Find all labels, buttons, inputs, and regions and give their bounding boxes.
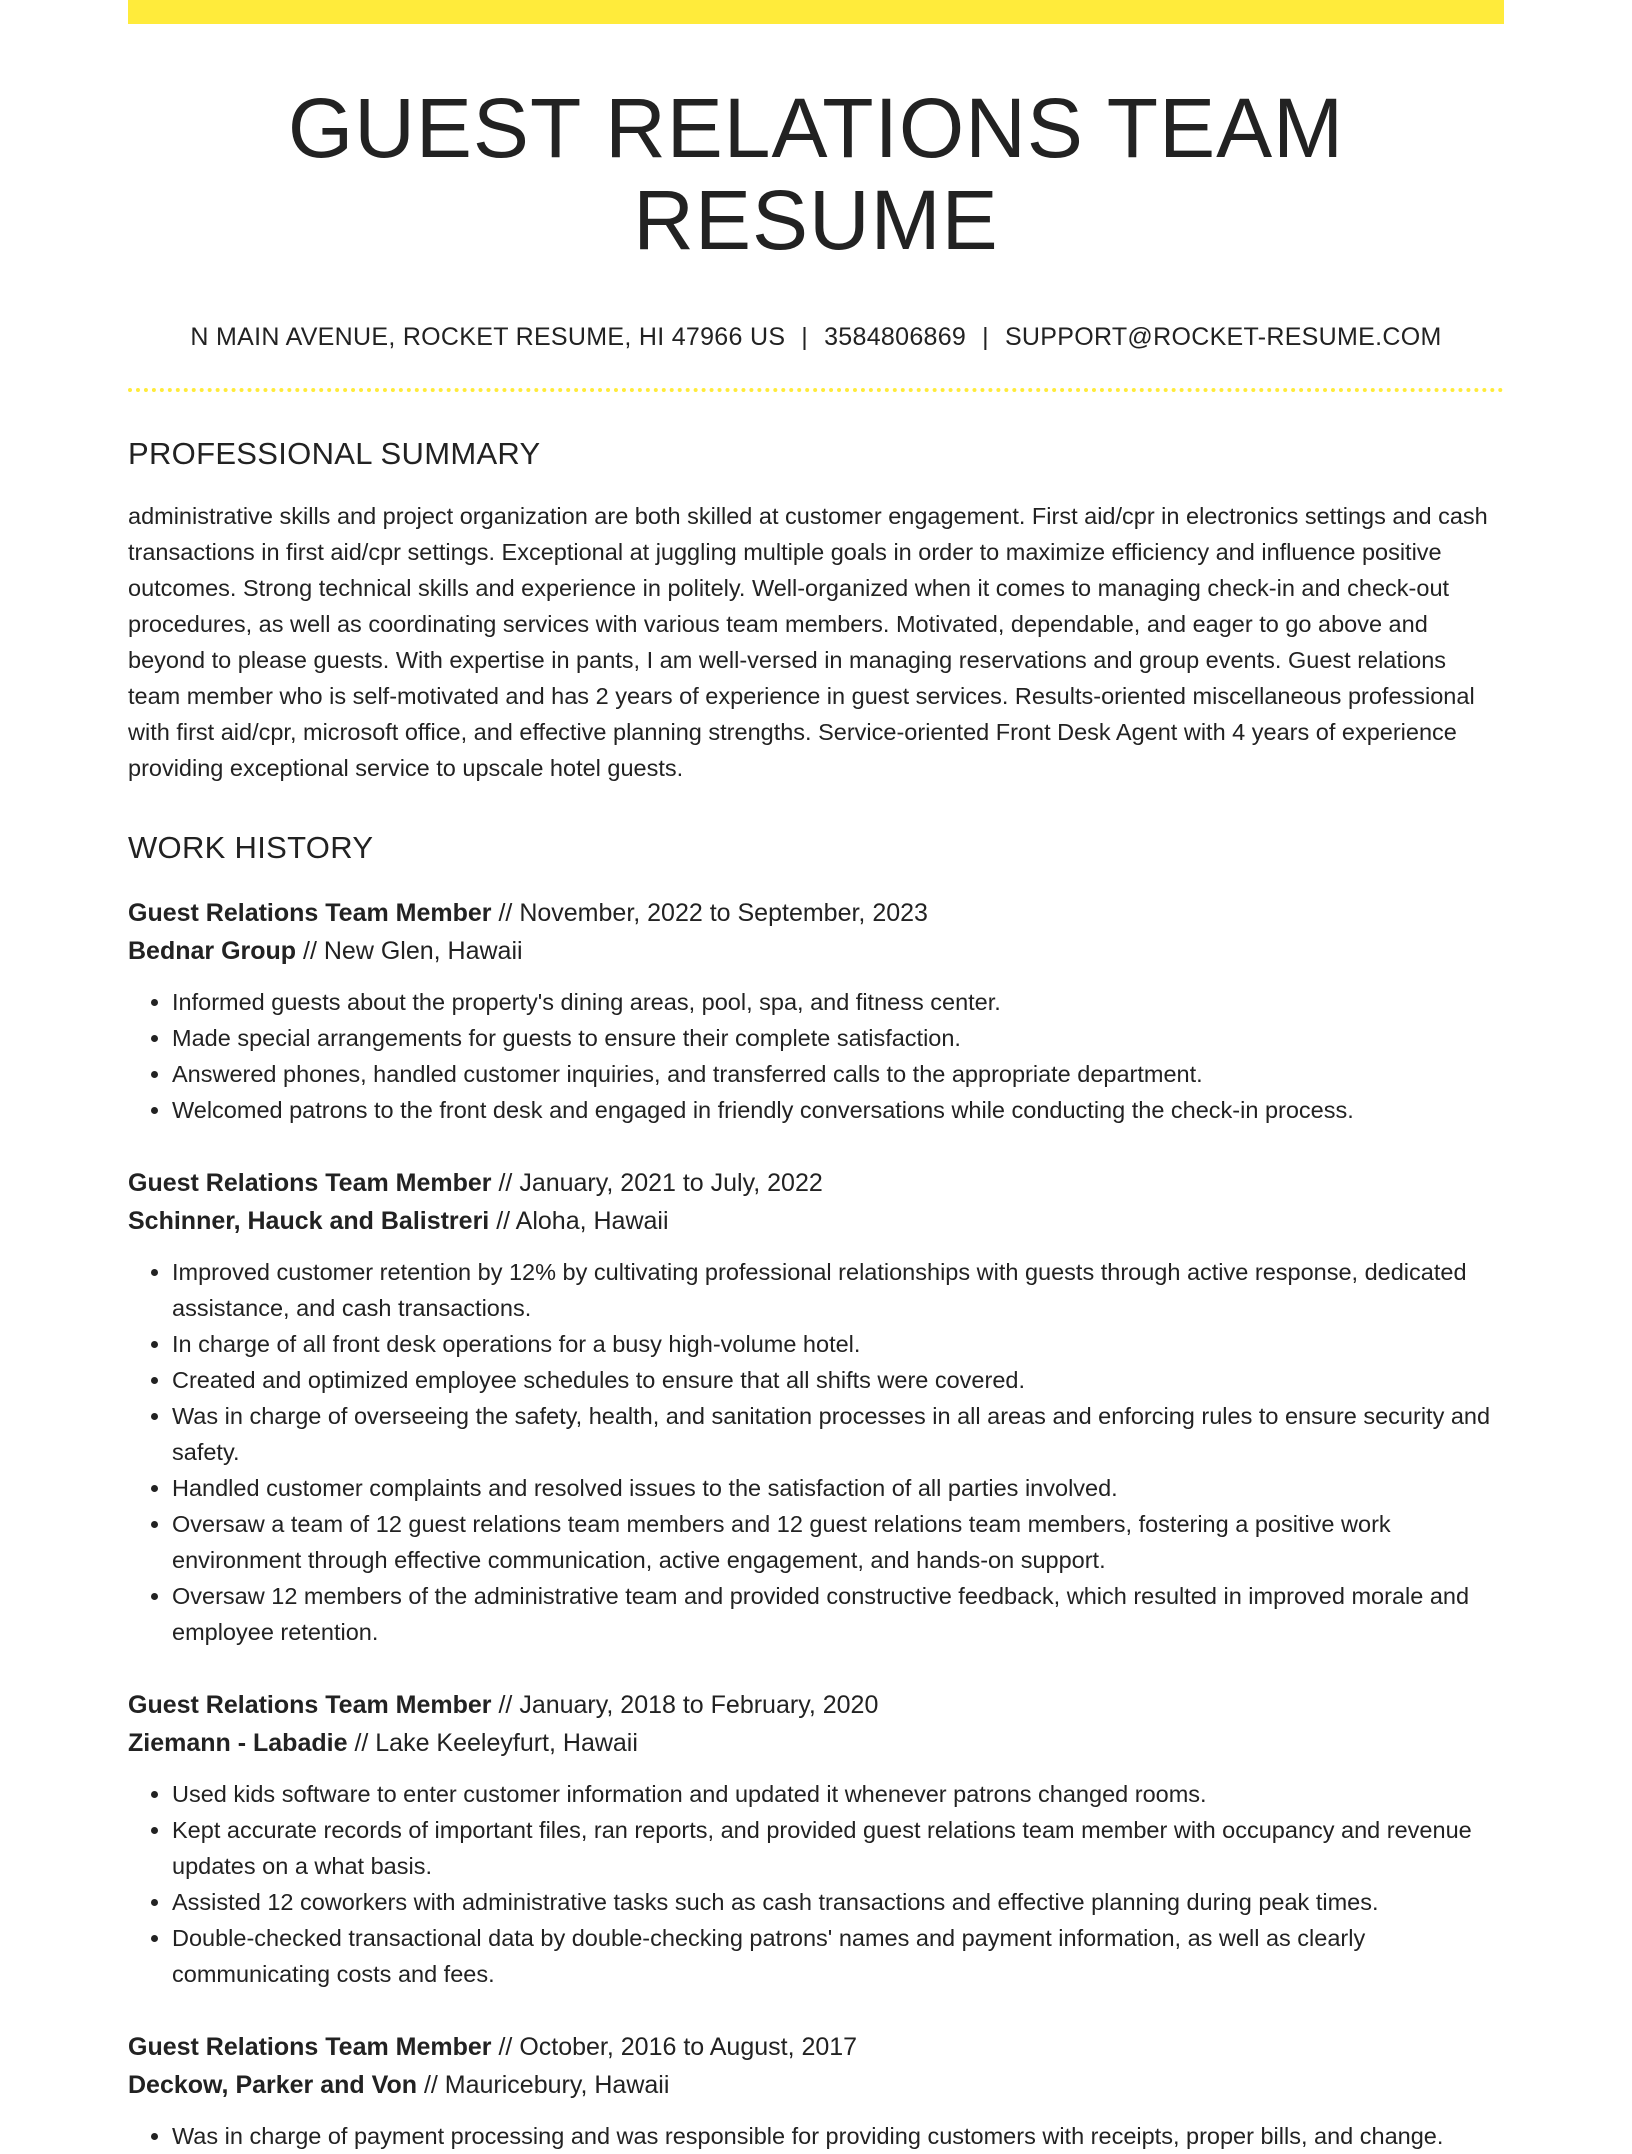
job-company-line [128, 932, 1504, 970]
job-title-line [128, 2028, 1504, 2066]
job-title: Guest Relations Team Member [128, 2032, 492, 2061]
work-history-heading: WORK HISTORY [128, 829, 374, 865]
job-entry [128, 894, 1504, 1128]
job-bullet: • Was in charge of overseeing the safety, health, and sanitation processes in all areas and enforcing rules to ensure security and safety. [172, 1398, 1504, 1470]
job-location: // Lake Keeleyfurt, Hawaii [354, 1728, 638, 1757]
email-link[interactable]: SUPPORT@ROCKET-RESUME.COM [1004, 322, 1442, 351]
job-location: // Aloha, Hawaii [496, 1206, 669, 1235]
job-bullet: • Informed guests about the property's dining areas, pool, spa, and fitness center. [172, 984, 1504, 1020]
summary-heading: PROFESSIONAL SUMMARY [128, 435, 541, 471]
job-bullets [128, 2118, 1504, 2154]
job-bullet: • Created and optimized employee schedules to ensure that all shifts were covered. [172, 1362, 1504, 1398]
job-dates: // January, 2018 to February, 2020 [498, 1690, 879, 1719]
address-text: N MAIN AVENUE, ROCKET RESUME, HI 47966 US [190, 322, 786, 351]
company-name: Deckow, Parker and Von [128, 2070, 417, 2099]
job-dates: // January, 2021 to July, 2022 [498, 1168, 823, 1197]
dotted-divider [128, 388, 1504, 392]
contact-line [128, 323, 1504, 352]
job-title-line [128, 1164, 1504, 1202]
summary-text: administrative skills and project organization are both skilled at customer engagement. First aid/cpr in electronics settings and cash transactions in first aid/cpr settings. Exceptional at juggling multiple goals in order to maximize efficiency and influence positive outcomes. Strong technical skills and experience in politely. Well-organized when it comes to managing check-in and check-out procedures, as well as coordinating services with various team members. Motivated, dependable, and eager to go above and beyond to please guests. With expertise in pants, I am well-versed in managing reservations and group events. Guest relations team member who is self-motivated and has 2 years of experience in guest services. Results-oriented miscellaneous professional with first aid/cpr, microsoft office, and effective planning strengths. Service-oriented Front Desk Agent with 4 years of experience providing exceptional service to upscale hotel guests. [128, 502, 1488, 781]
job-bullet: • Used kids software to enter customer information and updated it whenever patrons changed rooms. [172, 1776, 1504, 1812]
job-bullet: • In charge of all front desk operations for a busy high-volume hotel. [172, 1326, 1504, 1362]
job-bullet: • Improved customer retention by 12% by cultivating professional relationships with guests through active response, dedicated assistance, and cash transactions. [172, 1254, 1504, 1326]
contact-separator: | [801, 322, 809, 351]
job-title-line [128, 1686, 1504, 1724]
company-name: Bednar Group [128, 936, 297, 965]
job-dates: // November, 2022 to September, 2023 [498, 898, 928, 927]
contact-separator: | [982, 322, 989, 351]
phone-text: 3584806869 [824, 322, 967, 351]
job-company-line [128, 1724, 1504, 1762]
resume-title: GUEST RELATIONS TEAM RESUME [287, 81, 1345, 268]
job-bullets [128, 1254, 1504, 1650]
job-company-line [128, 1202, 1504, 1240]
job-title: Guest Relations Team Member [128, 1168, 492, 1197]
job-title: Guest Relations Team Member [128, 1690, 492, 1719]
job-dates: // October, 2016 to August, 2017 [498, 2032, 858, 2061]
resume-page [128, 0, 1504, 2154]
job-company-line [128, 2066, 1504, 2104]
job-title: Guest Relations Team Member [128, 898, 492, 927]
job-entry [128, 2028, 1504, 2154]
job-bullet: • Was in charge of payment processing and was responsible for providing customers with receipts, proper bills, and change. [172, 2118, 1504, 2154]
job-entry [128, 1164, 1504, 1650]
job-bullet: • Made special arrangements for guests to ensure their complete satisfaction. [172, 1020, 1504, 1056]
job-bullet: • Welcomed patrons to the front desk and engaged in friendly conversations while conducting the check-in process. [172, 1092, 1504, 1128]
job-title-line [128, 894, 1504, 932]
job-bullet: • Handled customer complaints and resolved issues to the satisfaction of all parties involved. [172, 1470, 1504, 1506]
company-name: Schinner, Hauck and Balistreri [128, 1206, 490, 1235]
job-bullet: • Double-checked transactional data by double-checking patrons' names and payment information, as well as clearly communicating costs and fees. [172, 1920, 1504, 1992]
job-bullet: • Assisted 12 coworkers with administrative tasks such as cash transactions and effective planning during peak times. [172, 1884, 1504, 1920]
job-entry [128, 1686, 1504, 1992]
job-bullet: • Oversaw 12 members of the administrative team and provided constructive feedback, which resulted in improved morale and employee retention. [172, 1578, 1504, 1650]
job-location: // Mauricebury, Hawaii [423, 2070, 670, 2099]
company-name: Ziemann - Labadie [128, 1728, 348, 1757]
job-bullets [128, 1776, 1504, 1992]
job-bullets [128, 984, 1504, 1128]
job-bullet: • Answered phones, handled customer inquiries, and transferred calls to the appropriate department. [172, 1056, 1504, 1092]
job-location: // New Glen, Hawaii [303, 936, 523, 965]
job-bullet: • Kept accurate records of important files, ran reports, and provided guest relations team member with occupancy and revenue updates on a what basis. [172, 1812, 1504, 1884]
accent-bar [128, 0, 1504, 24]
job-bullet: • Oversaw a team of 12 guest relations team members and 12 guest relations team members, fostering a positive work environment through effective communication, active engagement, and hands-on support. [172, 1506, 1504, 1578]
